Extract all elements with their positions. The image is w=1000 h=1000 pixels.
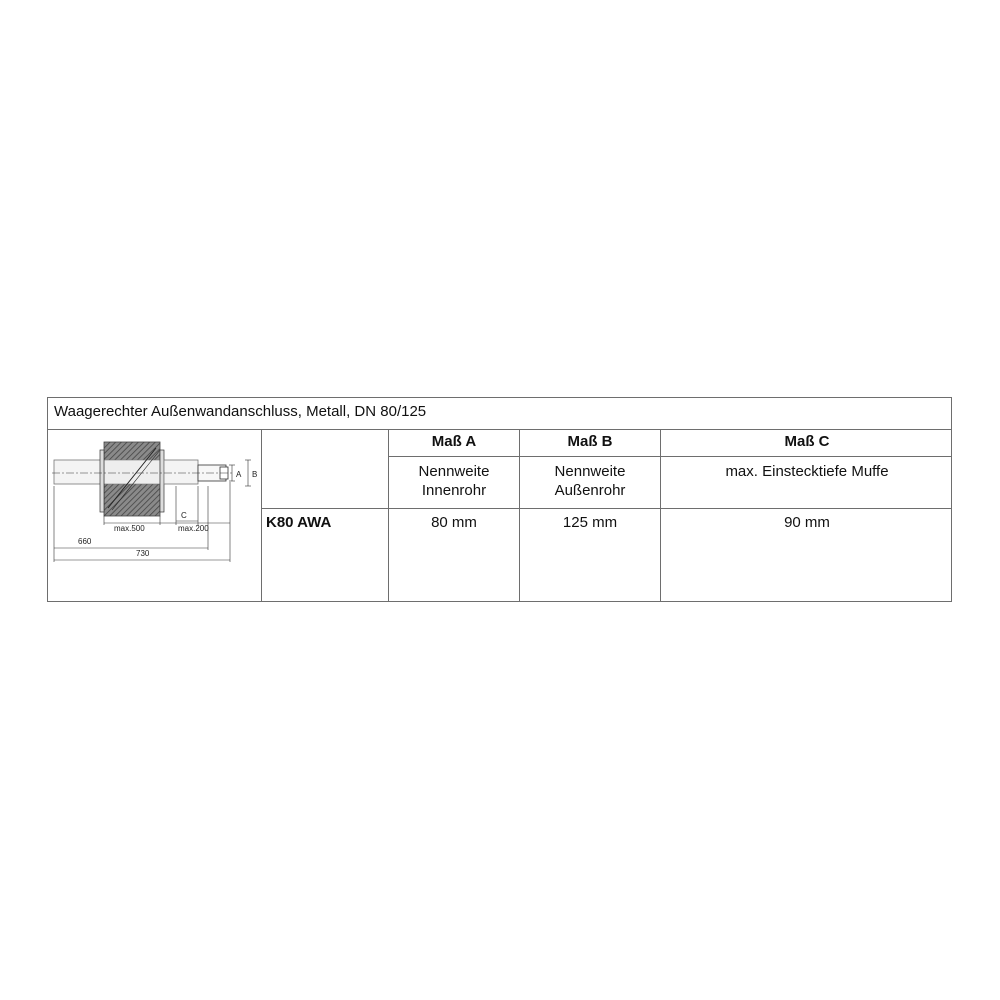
desc-line: Nennweite bbox=[554, 463, 626, 480]
desc-line: Außenrohr bbox=[554, 482, 626, 499]
value-mass-a: 80 mm bbox=[431, 514, 477, 531]
rosette bbox=[100, 450, 104, 512]
row-label: K80 AWA bbox=[266, 514, 332, 531]
desc-mass-a bbox=[389, 462, 519, 500]
divider bbox=[262, 508, 951, 509]
divider bbox=[389, 456, 951, 457]
dim-label-b: B bbox=[252, 470, 258, 479]
dim-label-max500: max.500 bbox=[114, 524, 145, 533]
desc-mass-c bbox=[661, 462, 953, 481]
value-mass-b: 125 mm bbox=[562, 514, 618, 531]
header-mass-b: Maß B bbox=[567, 433, 613, 450]
dim-label-c: C bbox=[181, 511, 187, 520]
header-mass-c: Maß C bbox=[784, 433, 830, 450]
outer-pipe bbox=[54, 460, 104, 484]
wall-connection-drawing bbox=[48, 430, 261, 602]
header-mass-a: Maß A bbox=[431, 433, 477, 450]
product-table bbox=[47, 397, 952, 602]
divider bbox=[261, 430, 262, 601]
desc-line: Nennweite bbox=[418, 463, 490, 480]
desc-line: max. Einstecktiefe Muffe bbox=[725, 463, 889, 480]
dim-label-730: 730 bbox=[136, 549, 150, 558]
rosette bbox=[160, 450, 164, 512]
desc-line: Innenrohr bbox=[421, 482, 487, 499]
table-title: Waagerechter Außenwandanschluss, Metall, DN 80/125 bbox=[48, 398, 951, 430]
desc-mass-b bbox=[520, 462, 660, 500]
dim-label-a: A bbox=[236, 470, 242, 479]
dim-label-max200: max.200 bbox=[178, 524, 209, 533]
dim-label-660: 660 bbox=[78, 537, 92, 546]
value-mass-c: 90 mm bbox=[784, 514, 830, 531]
